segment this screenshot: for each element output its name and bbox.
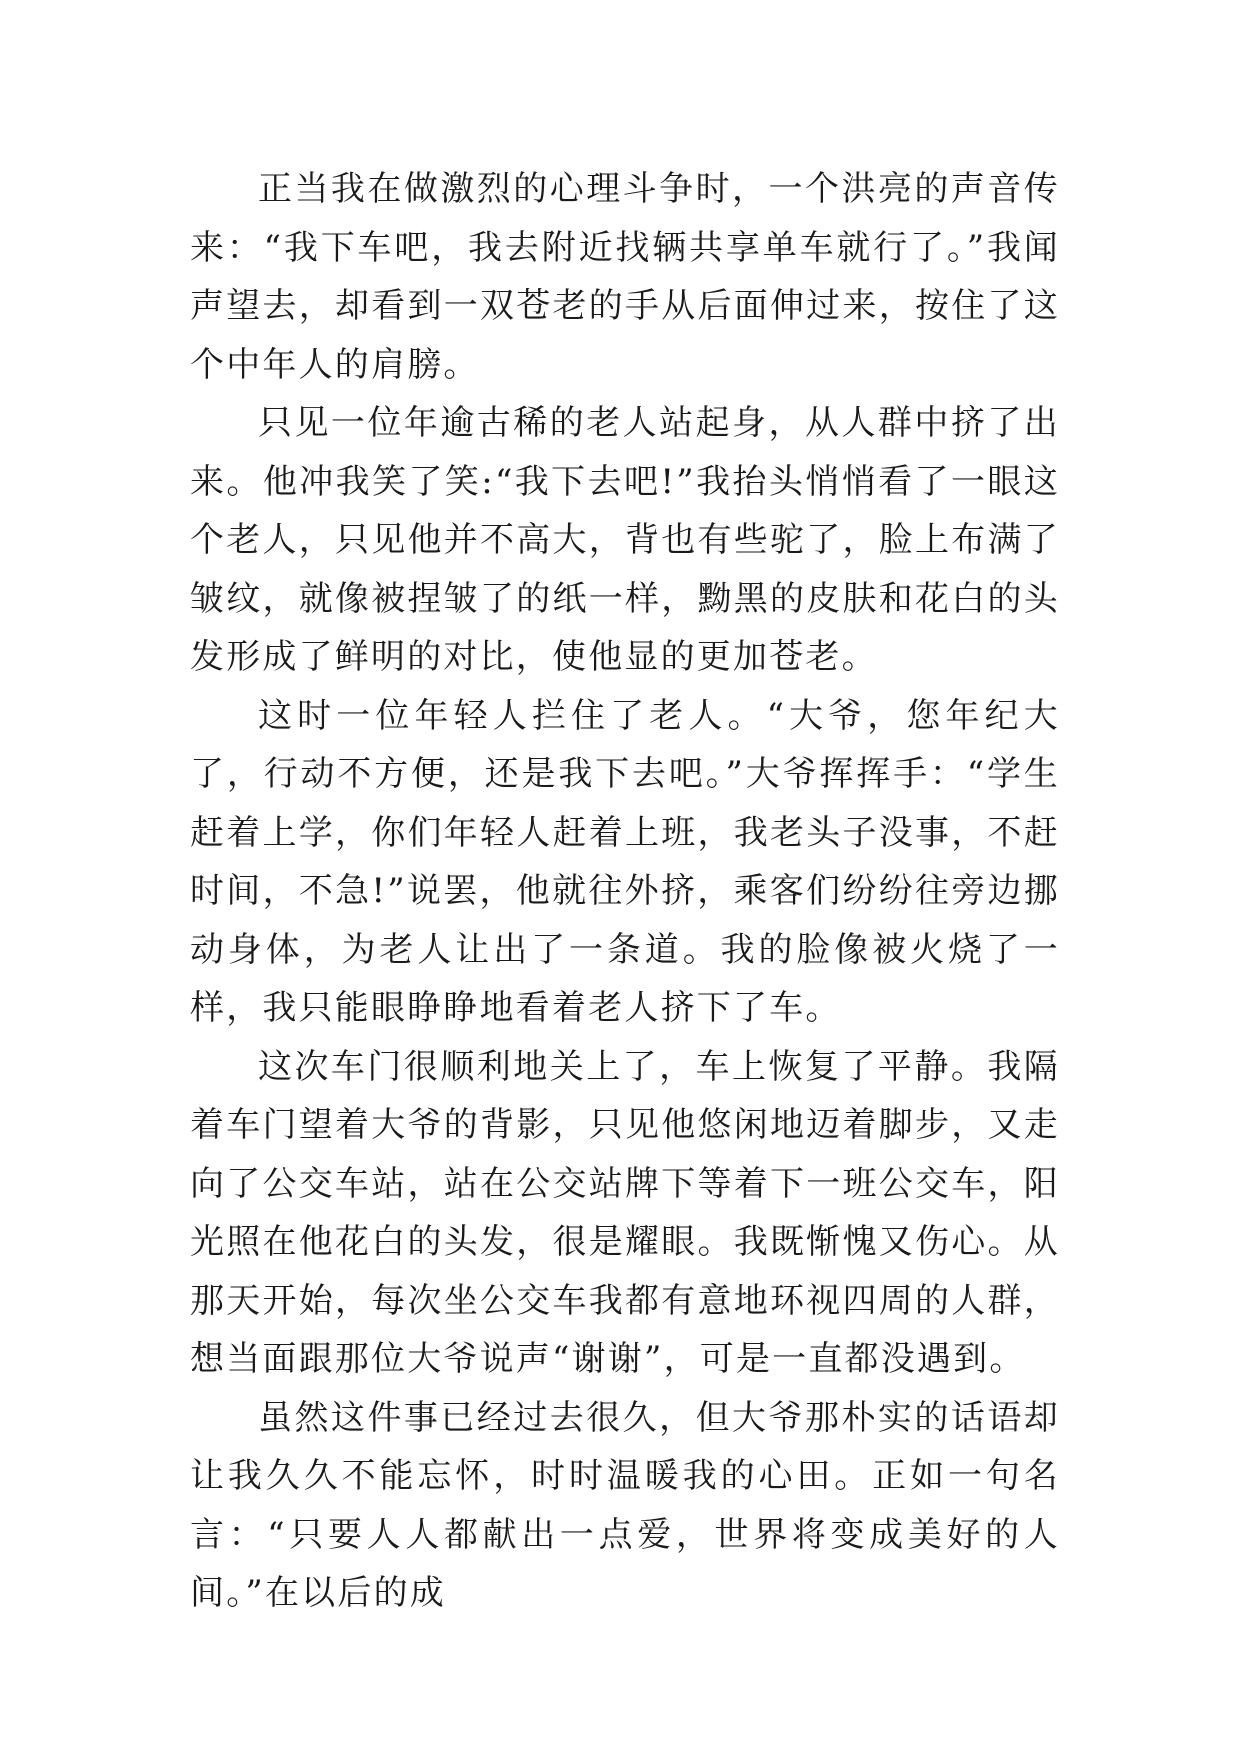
paragraph-3: 这时一位年轻人拦住了老人。“大爷，您年纪大了，行动不方便，还是我下去吧。”大爷挥挥手：“学生赶着上学，你们年轻人赶着上班，我老头子没事，不赶时间，不急!”说罢，他就往外挤，乘客们纷纷往旁边挪动身体，为老人让出了一条道。我的脸像被火烧了一样，我只能眼睁睁地看着老人挤下了车。	[190, 695, 1060, 1028]
paragraph-5: 虽然这件事已经过去很久，但大爷那朴实的话语却让我久久不能忘怀，时时温暖我的心田。正如一句名言：“只要人人都献出一点爱，世界将变成美好的人间。”在以后的成	[190, 1397, 1060, 1613]
paragraph-2: 只见一位年逾古稀的老人站起身，从人群中挤了出来。他冲我笑了笑:“我下去吧!”我抬头悄悄看了一眼这个老人，只见他并不高大，背也有些驼了，脸上布满了皱纹，就像被捏皱了的纸一样，黝黑的皮肤和花白的头发形成了鲜明的对比，使他显的更加苍老。	[190, 403, 1060, 677]
paragraph-4: 这次车门很顺利地关上了，车上恢复了平静。我隔着车门望着大爷的背影，只见他悠闲地迈着脚步，又走向了公交车站，站在公交站牌下等着下一班公交车，阳光照在他花白的头发，很是耀眼。我既惭愧又伤心。从那天开始，每次坐公交车我都有意地环视四周的人群，想当面跟那位大爷说声“谢谢”，可是一直都没遇到。	[190, 1046, 1060, 1379]
document-body	[190, 160, 1060, 1623]
paragraph-1: 正当我在做激烈的心理斗争时，一个洪亮的声音传来：“我下车吧，我去附近找辆共享单车就行了。”我闻声望去，却看到一双苍老的手从后面伸过来，按住了这个中年人的肩膀。	[190, 169, 1060, 385]
